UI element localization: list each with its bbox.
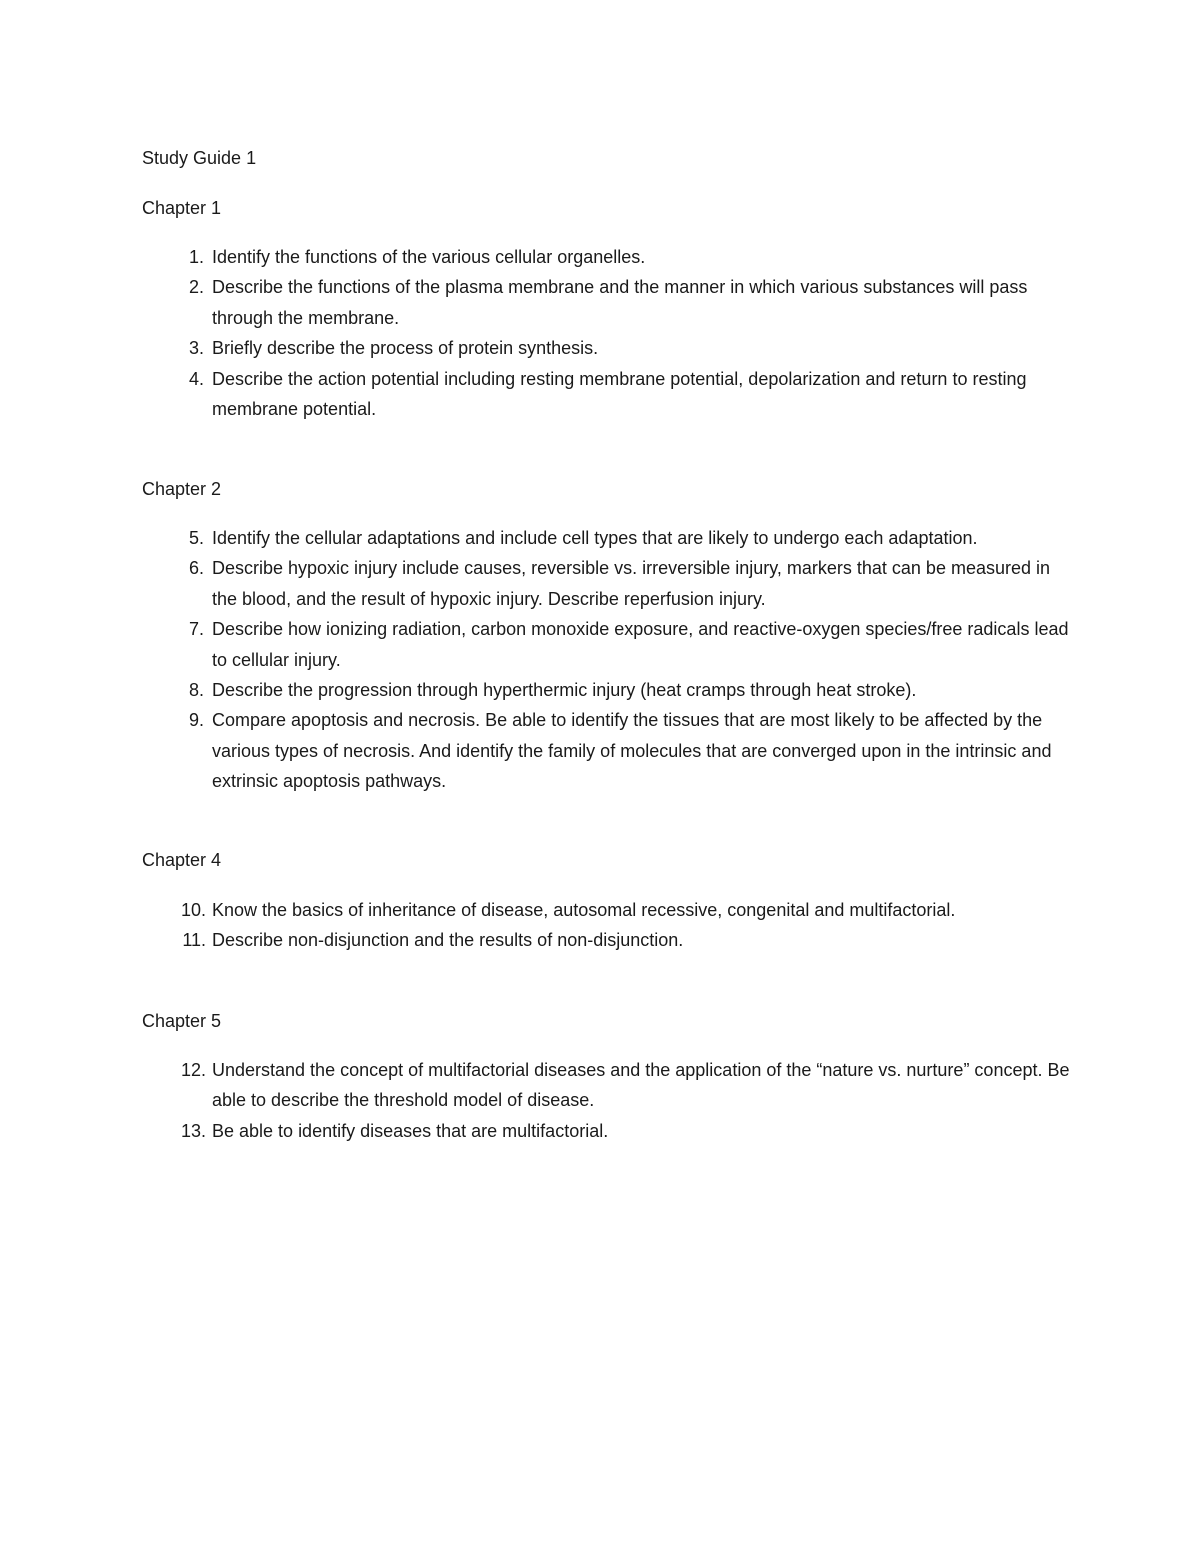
question-item (142, 675, 1072, 705)
question-text: Describe the functions of the plasma membrane and the manner in which various substances will pass through the membrane. (212, 277, 1028, 328)
question-item (142, 895, 1072, 925)
question-text: Be able to identify diseases that are multifactorial. (212, 1120, 609, 1141)
chapter-heading-2: Chapter 2 (142, 479, 222, 499)
question-item (142, 1055, 1072, 1116)
question-text: Describe the progression through hyperthermic injury (heat cramps through heat stroke). (212, 680, 917, 701)
question-number: 7. (188, 619, 204, 640)
question-item (142, 364, 1072, 425)
chapter-1-question-list (142, 242, 1072, 424)
question-number: 3. (188, 338, 204, 359)
question-text: Describe hypoxic injury include causes, reversible vs. irreversible injury, markers that can be measured in the blood, and the result of hypoxic injury. Describe reperfusion injury. (212, 558, 1051, 609)
question-item (142, 242, 1072, 272)
question-text: Briefly describe the process of protein synthesis. (212, 338, 599, 359)
chapter-heading-4: Chapter 4 (142, 850, 222, 870)
chapter-4-question-list (142, 895, 1072, 956)
chapter-heading-5: Chapter 5 (142, 1011, 222, 1031)
question-number: 11. (182, 930, 206, 951)
question-item (142, 1116, 1072, 1146)
question-item (142, 925, 1072, 955)
question-number: 1. (188, 247, 204, 267)
question-number: 13. (180, 1120, 206, 1141)
question-item (142, 553, 1072, 614)
question-number: 9. (188, 710, 204, 731)
question-text: Describe how ionizing radiation, carbon monoxide exposure, and reactive-oxygen species/free radicals lead to cellular injury. (212, 619, 1069, 670)
question-text: Describe non-disjunction and the results of non-disjunction. (212, 930, 684, 951)
document-title: Study Guide 1 (142, 148, 257, 168)
question-text: Identify the cellular adaptations and include cell types that are likely to undergo each adaptation. (212, 528, 978, 548)
question-item (142, 705, 1072, 796)
chapter-2-question-list (142, 523, 1072, 797)
question-text: Understand the concept of multifactorial diseases and the application of the “nature vs. nurture” concept. Be able to describe the threshold model of disease. (212, 1060, 1070, 1111)
question-item (142, 272, 1072, 333)
question-number: 8. (188, 680, 204, 701)
chapter-heading-1: Chapter 1 (142, 198, 222, 218)
question-text: Know the basics of inheritance of disease, autosomal recessive, congenital and multifactorial. (212, 900, 956, 920)
chapter-5-question-list (142, 1055, 1072, 1146)
question-text: Describe the action potential including resting membrane potential, depolarization and return to resting membrane potential. (212, 368, 1027, 420)
question-number: 4. (188, 368, 204, 389)
question-item (142, 523, 1072, 553)
question-number: 6. (188, 558, 204, 579)
question-text: Identify the functions of the various cellular organelles. (212, 247, 646, 267)
question-number: 2. (188, 277, 204, 298)
question-text: Compare apoptosis and necrosis. Be able to identify the tissues that are most likely to be affected by the various types of necrosis. And identify the family of molecules that are converged upon in the intrinsic and extrinsic apoptosis pathways. (212, 710, 1052, 792)
question-number: 10. (180, 900, 206, 920)
question-number: 12. (180, 1060, 206, 1080)
question-item (142, 333, 1072, 363)
question-number: 5. (188, 528, 204, 548)
question-item (142, 614, 1072, 675)
